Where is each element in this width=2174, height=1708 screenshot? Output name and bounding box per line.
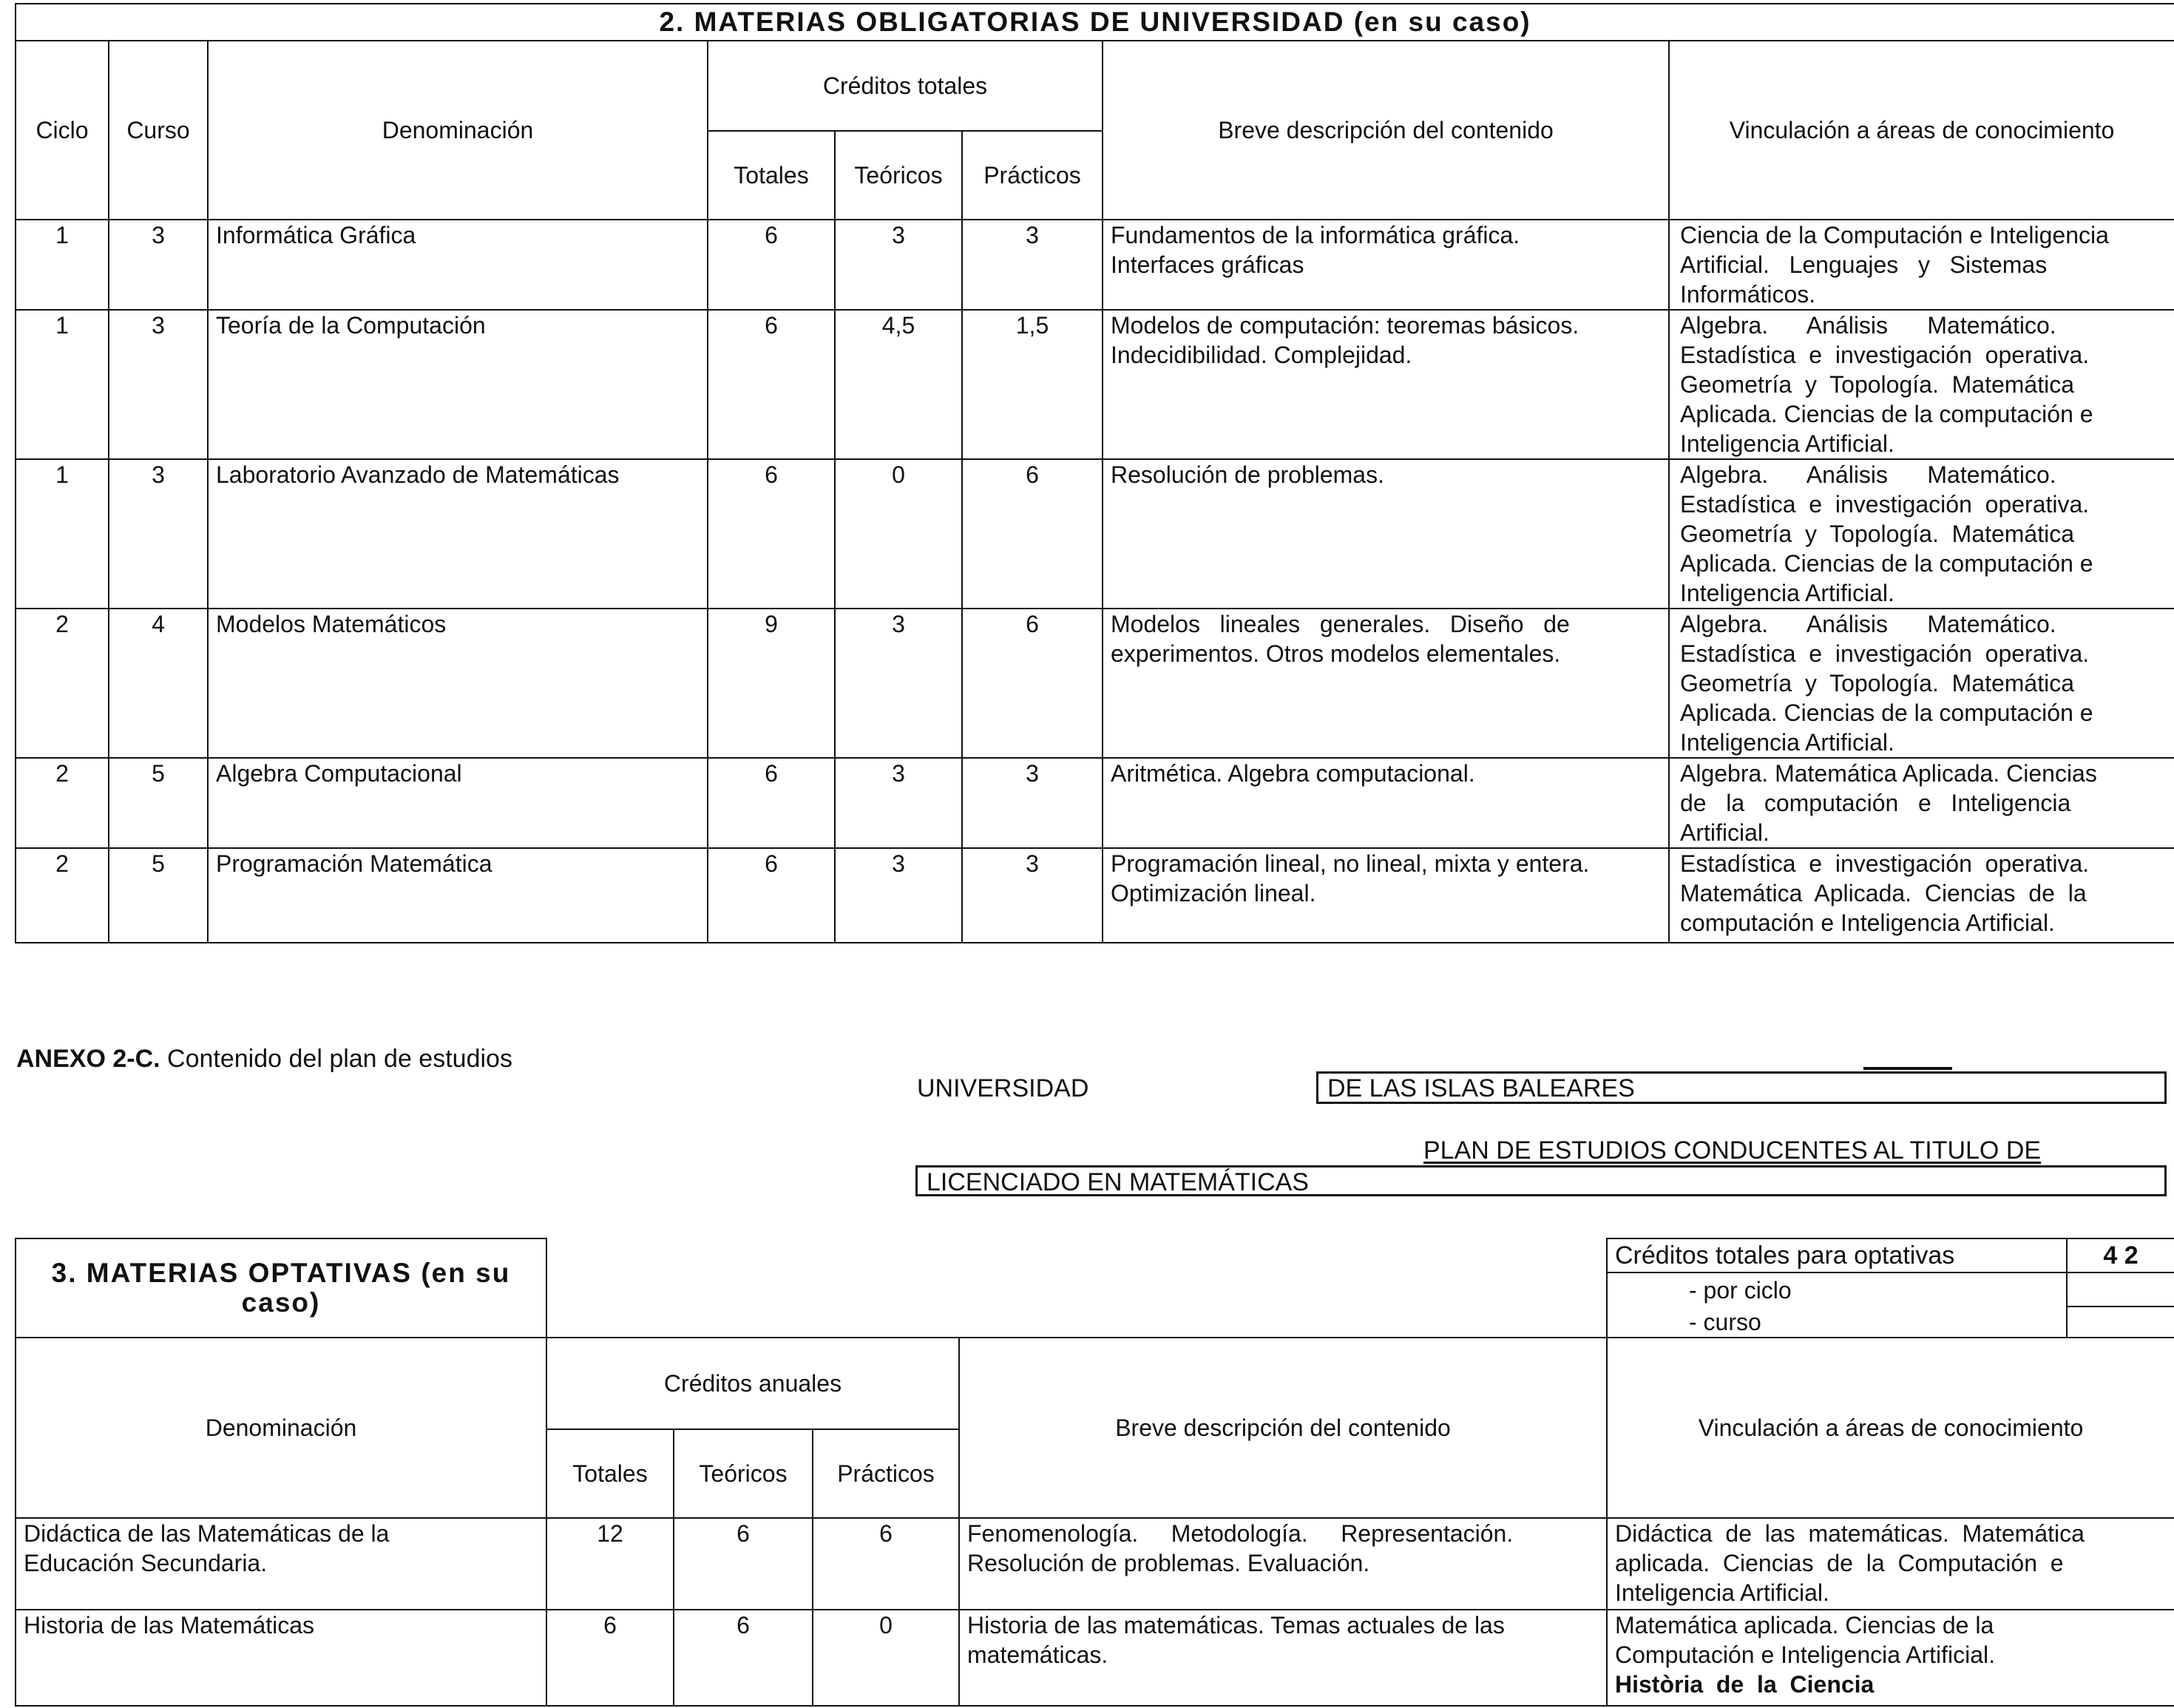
vinc-line: Matemática Aplicada. Ciencias de la [1680,880,2087,906]
cell-descripcion [1103,758,1669,848]
cell-teoricos: 3 [835,848,962,943]
cell-curso: 3 [109,310,208,459]
section2-title: 2. MATERIAS OBLIGATORIAS DE UNIVERSIDAD (en su caso) [16,4,2174,41]
vinc-line: Artificial. [1680,819,1770,846]
por-ciclo-value [2067,1272,2174,1307]
table-row [16,220,2174,310]
curso-label: - curso [1607,1307,2067,1338]
cell-ciclo: 2 [16,848,109,943]
universidad-field [1316,1071,2167,1104]
cell-descripcion [959,1610,1607,1706]
vinc-line: Algebra. Análisis Matemático. [1680,461,2056,488]
desc-line: Aritmética. Algebra computacional. [1111,760,1475,787]
table-row [16,459,2174,609]
cell-ciclo: 1 [16,459,109,609]
vinc-line: Algebra. Análisis Matemático. [1680,312,2056,339]
cell-curso: 3 [109,220,208,310]
desc-line: Fenomenología. Metodología. Representación. [967,1520,1514,1547]
cell-curso: 4 [109,609,208,758]
vinc-line-bold: Història de la Ciencia [1615,1671,1875,1698]
desc-line: Indecidibilidad. Complejidad. [1111,342,1412,368]
cell-totales: 6 [708,459,835,609]
cell-descripcion [1103,848,1669,943]
vinc-line: Aplicada. Ciencias de la computación e [1680,550,2093,577]
cell-denominacion [16,1518,546,1610]
vinc-line: Ciencia de la Computación e Inteligencia [1680,222,2109,248]
vinc-line: Inteligencia Artificial. [1615,1579,1829,1606]
vinc-line: Geometría y Topología. Matemática [1680,670,2074,697]
denom-line: Educación Secundaria. [24,1550,268,1576]
universidad-label: UNIVERSIDAD [917,1074,1089,1102]
cell-practicos: 3 [962,758,1103,848]
opt-header-denominacion: Denominación [16,1338,546,1518]
desc-line: experimentos. Otros modelos elementales. [1111,640,1561,667]
vinc-line: Didáctica de las matemáticas. Matemática [1615,1520,2085,1547]
cell-vinculacion [1607,1518,2174,1610]
cell-totales: 6 [708,220,835,310]
cell-practicos: 1,5 [962,310,1103,459]
cell-teoricos: 3 [835,758,962,848]
opt-header-vinculacion: Vinculación a áreas de conocimiento [1607,1338,2174,1518]
vinc-line: Algebra. Matemática Aplicada. Ciencias [1680,760,2097,787]
cell-practicos: 0 [813,1610,959,1706]
cell-denominacion: Teoría de la Computación [208,310,708,459]
desc-line: Historia de las matemáticas. Temas actuales de las [967,1612,1505,1638]
titulo-value: LICENCIADO EN MATEMÁTICAS [927,1168,1309,1196]
cell-vinculacion [1669,310,2174,459]
header-descripcion: Breve descripción del contenido [1103,41,1669,220]
cell-denominacion: Laboratorio Avanzado de Matemáticas [208,459,708,609]
vinc-line: Algebra. Análisis Matemático. [1680,611,2056,637]
desc-line: matemáticas. [967,1641,1108,1668]
vinc-line: Geometría y Topología. Matemática [1680,371,2074,398]
cell-descripcion [1103,310,1669,459]
desc-line: Fundamentos de la informática gráfica. [1111,222,1520,248]
anexo-label-bold: ANEXO 2-C. [16,1045,160,1073]
vinc-line: Aplicada. Ciencias de la computación e [1680,699,2093,726]
header-vinculacion: Vinculación a áreas de conocimiento [1669,41,2174,220]
header-creditos-totales: Créditos totales [708,41,1103,131]
cell-descripcion [1103,609,1669,758]
denom-line: Historia de las Matemáticas [24,1612,315,1638]
cell-denominacion: Programación Matemática [208,848,708,943]
desc-line: Modelos de computación: teoremas básicos. [1111,312,1579,339]
cell-vinculacion [1669,758,2174,848]
cell-teoricos: 3 [835,220,962,310]
optativas-table [15,1238,2174,1707]
desc-line: Resolución de problemas. Evaluación. [967,1550,1370,1576]
cell-teoricos: 0 [835,459,962,609]
section3-title-spacer [546,1238,674,1338]
opt-header-teoricos: Teóricos [674,1429,813,1518]
vinc-line: Inteligencia Artificial. [1680,430,1894,457]
universidad-field-mark [1863,1067,1952,1070]
vinc-line: Artificial. Lenguajes y Sistemas [1680,251,2048,278]
section3-title-spacer [813,1238,959,1338]
obligatorias-table [15,3,2174,943]
universidad-value: DE LAS ISLAS BALEARES [1327,1074,1635,1102]
header-practicos: Prácticos [962,131,1103,220]
vinc-line: Estadística e investigación operativa. [1680,640,2090,667]
cell-curso: 5 [109,848,208,943]
cell-teoricos: 3 [835,609,962,758]
vinc-line: Estadística e investigación operativa. [1680,491,2090,518]
desc-line: Resolución de problemas. [1111,461,1384,488]
cell-teoricos: 6 [674,1518,813,1610]
cell-totales: 6 [708,848,835,943]
cell-teoricos: 4,5 [835,310,962,459]
table-row [16,848,2174,943]
cell-teoricos: 6 [674,1610,813,1706]
opt-header-descripcion: Breve descripción del contenido [959,1338,1607,1518]
header-curso: Curso [109,41,208,220]
vinc-line: Geometría y Topología. Matemática [1680,521,2074,547]
cell-vinculacion [1669,848,2174,943]
cell-practicos: 3 [962,220,1103,310]
denom-line: Didáctica de las Matemáticas de la [24,1520,390,1547]
cell-ciclo: 1 [16,310,109,459]
cell-ciclo: 2 [16,609,109,758]
section3-title-spacer [959,1238,1607,1338]
section3-title-spacer [674,1238,813,1338]
table-row [16,1518,2174,1610]
vinc-line: computación e Inteligencia Artificial. [1680,909,2055,936]
titulo-field [915,1165,2167,1196]
cell-totales: 12 [546,1518,674,1610]
creditos-optativas-value: 4 2 [2067,1238,2174,1272]
desc-line: Programación lineal, no lineal, mixta y entera. [1111,850,1590,877]
section3-title: 3. MATERIAS OPTATIVAS (en su caso) [16,1238,546,1338]
cell-practicos: 3 [962,848,1103,943]
cell-vinculacion [1669,220,2174,310]
cell-descripcion [1103,220,1669,310]
header-ciclo: Ciclo [16,41,109,220]
cell-curso: 5 [109,758,208,848]
anexo-label-rest: Contenido del plan de estudios [160,1045,512,1073]
cell-practicos: 6 [962,609,1103,758]
cell-descripcion [959,1518,1607,1610]
vinc-line: Inteligencia Artificial. [1680,729,1894,756]
table-row [16,609,2174,758]
opt-header-creditos-anuales: Créditos anuales [546,1338,959,1429]
cell-vinculacion [1669,459,2174,609]
cell-denominacion: Algebra Computacional [208,758,708,848]
cell-totales: 6 [708,758,835,848]
por-ciclo-label: - por ciclo [1607,1272,2067,1307]
opt-header-totales: Totales [546,1429,674,1518]
table-row [16,310,2174,459]
cell-denominacion: Modelos Matemáticos [208,609,708,758]
anexo-label [16,1044,512,1074]
cell-curso: 3 [109,459,208,609]
cell-totales: 6 [708,310,835,459]
cell-totales: 9 [708,609,835,758]
curso-value [2067,1307,2174,1338]
cell-denominacion [16,1610,546,1706]
vinc-line: aplicada. Ciencias de la Computación e [1615,1550,2064,1576]
cell-vinculacion [1669,609,2174,758]
desc-line: Interfaces gráficas [1111,251,1304,278]
vinc-line: Inteligencia Artificial. [1680,580,1894,606]
desc-line: Optimización lineal. [1111,880,1316,906]
opt-header-practicos: Prácticos [813,1429,959,1518]
cell-practicos: 6 [962,459,1103,609]
vinc-line: Estadística e investigación operativa. [1680,342,2090,368]
cell-ciclo: 2 [16,758,109,848]
header-teoricos: Teóricos [835,131,962,220]
cell-ciclo: 1 [16,220,109,310]
vinc-line: Informáticos. [1680,281,1816,308]
header-totales: Totales [708,131,835,220]
cell-descripcion [1103,459,1669,609]
table-row [16,1610,2174,1706]
cell-totales: 6 [546,1610,674,1706]
cell-vinculacion [1607,1610,2174,1706]
vinc-line: de la computación e Inteligencia [1680,790,2071,816]
vinc-line: Computación e Inteligencia Artificial. [1615,1641,1996,1668]
vinc-line: Matemática aplicada. Ciencias de la [1615,1612,1994,1638]
cell-denominacion: Informática Gráfica [208,220,708,310]
cell-practicos: 6 [813,1518,959,1610]
plan-label: PLAN DE ESTUDIOS CONDUCENTES AL TITULO DE [1423,1136,2042,1165]
header-denominacion: Denominación [208,41,708,220]
vinc-line: Aplicada. Ciencias de la computación e [1680,401,2093,427]
vinc-line: Estadística e investigación operativa. [1680,850,2090,877]
creditos-optativas-label: Créditos totales para optativas [1607,1238,2067,1272]
table-row [16,758,2174,848]
desc-line: Modelos lineales generales. Diseño de [1111,611,1570,637]
